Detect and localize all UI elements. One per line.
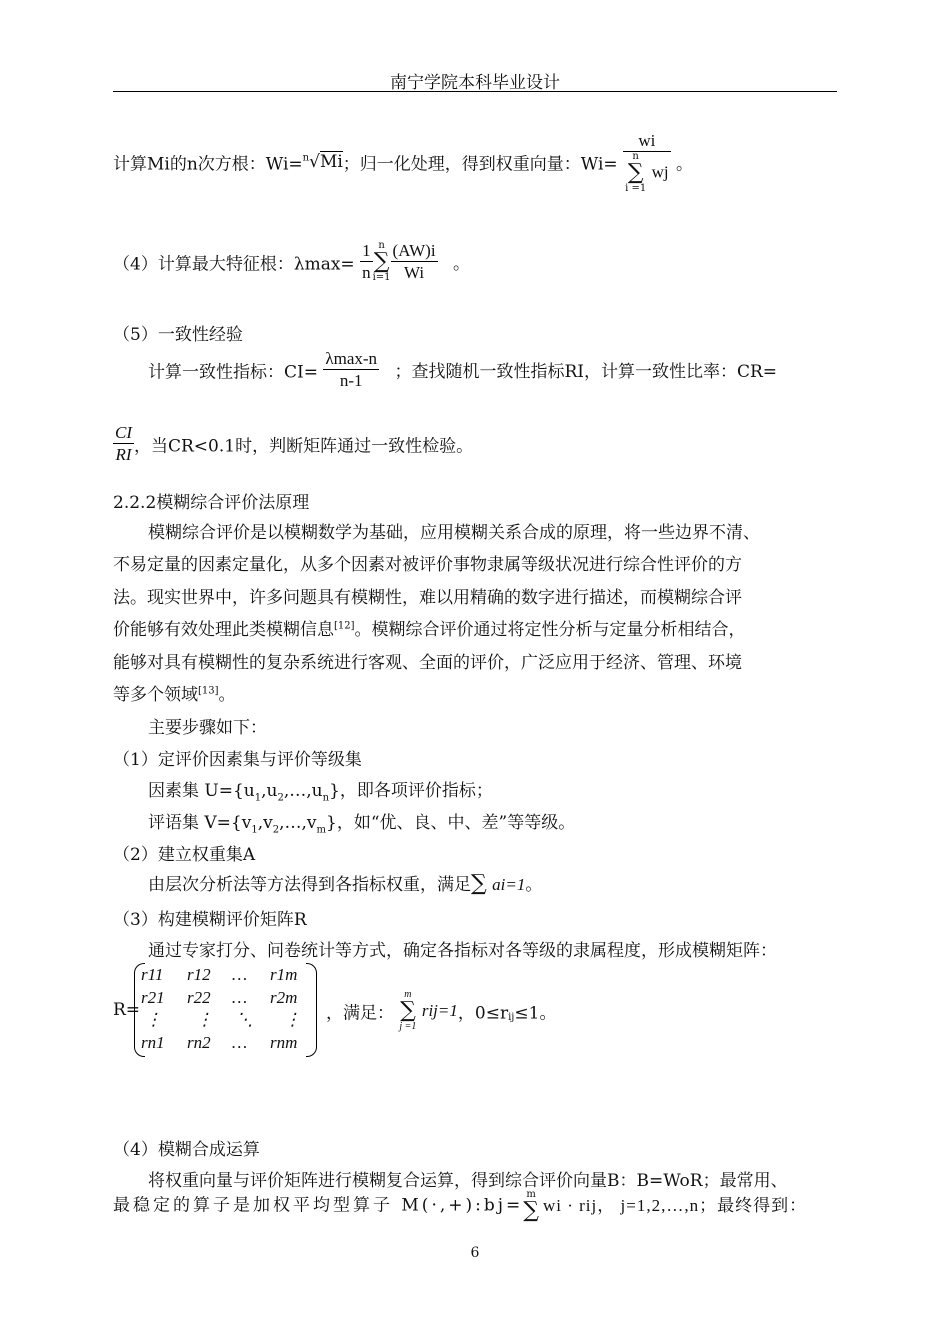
matrix-cell: ⋮ xyxy=(145,1010,162,1029)
weight-constraint: 由层次分析法等方法得到各指标权重，满足∑ ai=1。 xyxy=(148,871,543,896)
para-line: 法。现实世界中，许多问题具有模糊性，难以用精确的数字进行描述，而模糊综合评 xyxy=(113,588,742,608)
matrix-cell: ⋮ xyxy=(196,1010,213,1029)
formula-line-lambda xyxy=(113,240,470,284)
matrix-cell: r1m xyxy=(270,965,298,984)
matrix-cell: … xyxy=(232,1033,248,1052)
summation: m ∑ xyxy=(523,1189,539,1223)
steps-intro: 主要步骤如下： xyxy=(148,718,267,738)
summation: m ∑ j =1 xyxy=(399,989,417,1032)
para-line: 不易定量的因素定量化，从多个因素对被评价事物隶属等级状况进行综合性评价的方 xyxy=(113,555,742,575)
matrix-constraint: ，满足： m ∑ j =1 rij=1，$0\le r_{ij}\le 1$。 xyxy=(326,989,557,1032)
page-number: 6 xyxy=(470,1245,480,1261)
matrix-cell: r11 xyxy=(141,965,164,984)
summation: n ∑ i =1 xyxy=(625,151,647,195)
matrix-cell: r12 xyxy=(187,965,211,984)
text: 。 xyxy=(676,154,693,175)
text: ；归一化处理，得到权重向量：Wi= xyxy=(342,154,618,175)
step-5-heading: （5）一致性经验 xyxy=(113,325,243,345)
matrix-cell: ⋮ xyxy=(284,1010,301,1029)
fraction-aw: $\frac{(AW)i}{Wi}$ xyxy=(392,241,436,283)
weight-fraction xyxy=(623,130,671,194)
section-title: 2.2.2模糊综合评价法原理 xyxy=(113,493,310,513)
root-body: Mi xyxy=(319,152,343,173)
para-line: 等多个领域[13]。 xyxy=(113,685,236,705)
step-1-heading: （1）定评价因素集与评价等级集 xyxy=(113,750,362,770)
matrix-cell: r2m xyxy=(270,988,298,1007)
para-line: 模糊综合评价是以模糊数学为基础，应用模糊关系合成的原理，将一些边界不清、 xyxy=(148,523,760,543)
text: 计算一致性指标：CI= xyxy=(148,362,318,383)
formula-line-normalize xyxy=(113,130,693,194)
ci-fraction: $\frac{\lambda\max-n}{n-1}$ xyxy=(325,349,378,391)
matrix-right-bracket xyxy=(306,963,317,1057)
text: ；查找随机一致性指标RI，计算一致性比率：CR= xyxy=(394,362,778,383)
matrix-label: R= xyxy=(113,1000,141,1020)
fraction-1-n: $\frac{1}{n}$ xyxy=(362,241,371,283)
cr-fraction: $\frac{CI}{RI}$ xyxy=(115,423,132,465)
operator-line: 最稳定的算子是加权平均型算子 M(·,+):bj= m ∑ wi · rij， j=1,2,…,n；最终得到： xyxy=(113,1189,808,1223)
formula-line-ci xyxy=(148,348,777,392)
step-4-text: 将权重向量与评价矩阵进行模糊复合运算，得到综合评价向量B：B=WoR；最常用、 xyxy=(148,1171,788,1191)
sum-sign: ∑ xyxy=(471,871,487,896)
text: 计算Mi的n次方根：Wi= xyxy=(113,154,303,175)
root-index: n xyxy=(302,152,310,164)
matrix-cell: rn2 xyxy=(187,1033,211,1052)
denominator xyxy=(623,152,671,194)
step-3-heading: （3）构建模糊评价矩阵R xyxy=(113,910,307,930)
step-2-heading: （2）建立权重集A xyxy=(113,845,256,865)
header-rule xyxy=(113,91,837,92)
para-line: 能够对具有模糊性的复杂系统进行客观、全面的评价，广泛应用于经济、管理、环境 xyxy=(113,653,742,673)
numerator: wi xyxy=(623,130,671,152)
para-line: 价能够有效处理此类模糊信息[12]。模糊综合评价通过将定性分析与定量分析相结合， xyxy=(113,620,746,640)
den-var: wj xyxy=(651,162,669,182)
formula-line-cr xyxy=(113,422,473,466)
comment-set: 评语集 $V=\{v_1,v_2,\dots,v_m\}$，如“优、良、中、差”等等级。 xyxy=(148,813,576,836)
factor-set: 因素集 $U=\{u_1,u_2,\dots,u_n\}$，即各项评价指标； xyxy=(148,781,493,804)
text: ，当CR<0.1时，判断矩阵通过一致性检验。 xyxy=(134,436,474,457)
matrix-cell: rnm xyxy=(270,1033,298,1052)
summation: n ∑ i=1 xyxy=(372,239,391,283)
step-3-text: 通过专家打分、问卷统计等方式，确定各指标对各等级的隶属程度，形成模糊矩阵： xyxy=(148,941,777,961)
matrix-cell: … xyxy=(232,965,248,984)
matrix-cell: r22 xyxy=(187,988,211,1007)
page-header: 南宁学院本科毕业设计 xyxy=(390,73,560,93)
matrix-cell: … xyxy=(232,988,248,1007)
matrix-cell: r21 xyxy=(141,988,165,1007)
step-4-heading: （4）模糊合成运算 xyxy=(113,1140,260,1160)
citation: [12] xyxy=(334,620,355,632)
citation: [13] xyxy=(198,685,219,697)
text: （4）计算最大特征根：λmax= xyxy=(113,254,355,275)
matrix-cell: rn1 xyxy=(141,1033,165,1052)
matrix-cell: ⋱ xyxy=(236,1010,253,1029)
text: 。 xyxy=(452,254,470,275)
nth-root: $^n$√Mi xyxy=(302,152,343,173)
